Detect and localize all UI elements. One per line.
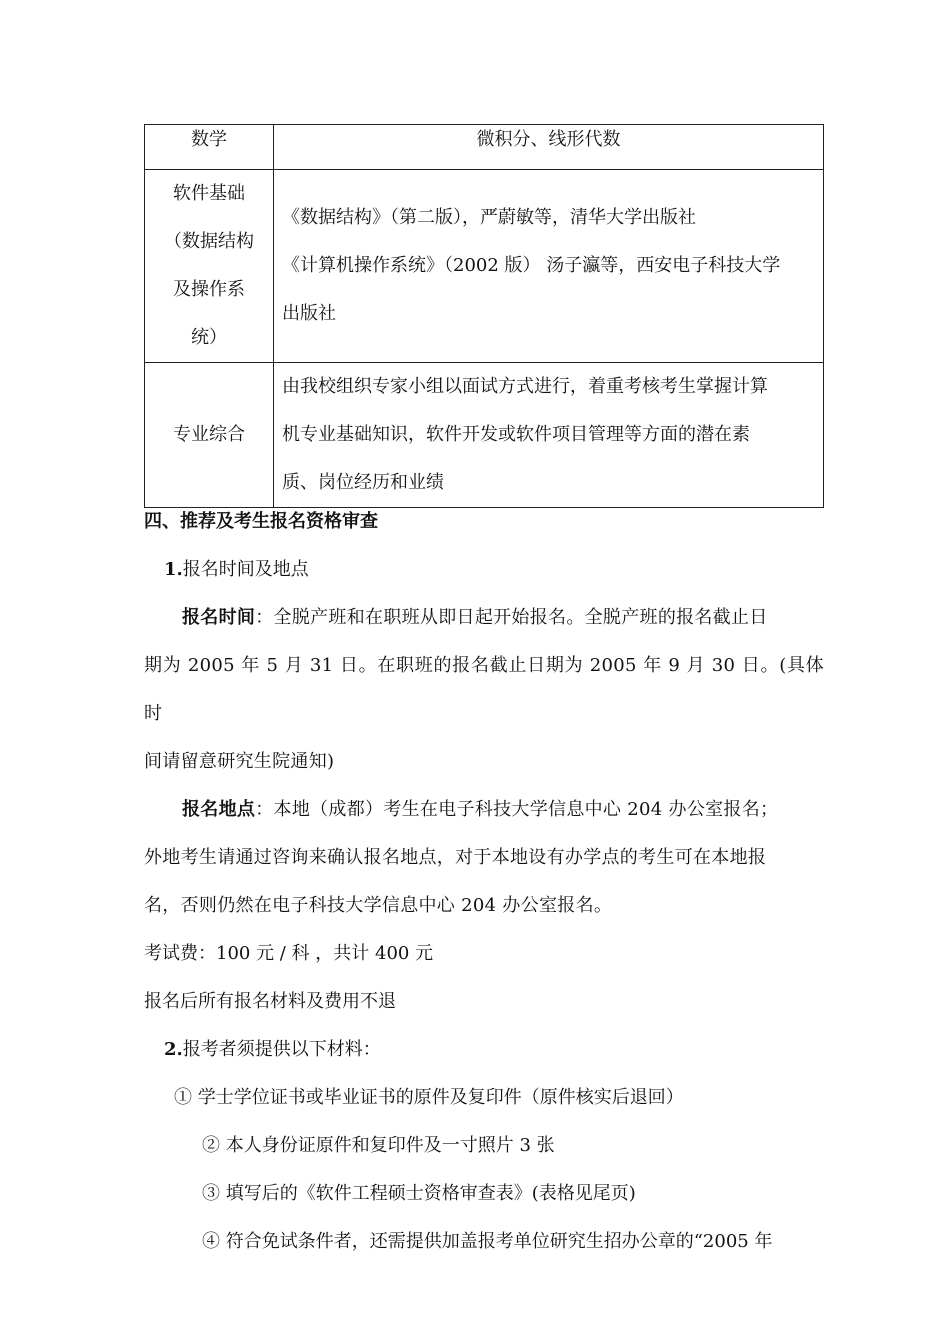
table-row xyxy=(145,170,824,363)
subject-name: 数学 xyxy=(191,129,227,150)
subject-line: 统） xyxy=(191,327,227,348)
subject-line: 软件基础 xyxy=(173,183,245,204)
no-refund-note: 报名后所有报名材料及费用不退 xyxy=(144,991,396,1012)
place-label: 报名地点 xyxy=(182,799,256,820)
list-item: ① 学士学位证书或毕业证书的原件及复印件（原件核实后退回） xyxy=(174,1087,684,1108)
content-line: 《数据结构》（第二版），严蔚敏等，清华大学出版社 xyxy=(282,207,696,228)
list-item: ④ 符合免试条件者，还需提供加盖报考单位研究生招办公章的“2005 年 xyxy=(202,1231,773,1252)
subsection-title: 报考者须提供以下材料： xyxy=(182,1039,381,1060)
content-cell xyxy=(274,363,824,508)
subsection-number: 1. xyxy=(164,559,183,580)
list-item: ② 本人身份证原件和复印件及一寸照片 3 张 xyxy=(202,1135,555,1156)
content-line: 微积分、线形代数 xyxy=(476,129,621,150)
subject-cell xyxy=(145,363,274,508)
exam-fee: 考试费：100 元 / 科 ，共计 400 元 xyxy=(144,943,434,964)
subject-name: 专业综合 xyxy=(173,424,245,445)
content-line: 机专业基础知识，软件开发或软件项目管理等方面的潜在素 xyxy=(282,424,750,445)
paragraph-line: 期为 2005 年 5 月 31 日。在职班的报名截止日期为 2005 年 9 月 30 日。(具体时 xyxy=(144,655,824,724)
content-line: 出版社 xyxy=(282,303,336,324)
section-heading: 四、推荐及考生报名资格审查 xyxy=(144,511,378,532)
subsection-title: 报名时间及地点 xyxy=(182,559,309,580)
label-colon: ： xyxy=(255,607,274,628)
paragraph-text: 全脱产班和在职班从即日起开始报名。全脱产班的报名截止日 xyxy=(273,607,768,628)
list-item: ③ 填写后的《软件工程硕士资格审查表》(表格见尾页) xyxy=(202,1183,636,1204)
label-colon: ： xyxy=(255,799,274,820)
table-row xyxy=(145,363,824,508)
registration-time-paragraph xyxy=(144,594,824,786)
paragraph-text: 本地（成都）考生在电子科技大学信息中心 204 办公室报名； xyxy=(273,799,779,820)
subject-line: （数据结构 xyxy=(164,231,254,252)
content-line: 《计算机操作系统》（2002 版） 汤子瀛等，西安电子科技大学 xyxy=(282,255,781,276)
paragraph-line: 间请留意研究生院通知) xyxy=(144,751,335,772)
subject-line: 及操作系 xyxy=(173,279,245,300)
content-cell xyxy=(274,125,824,170)
content-line: 由我校组织专家小组以面试方式进行，着重考核考生掌握计算 xyxy=(282,376,768,397)
subject-cell xyxy=(145,170,274,363)
subsection-heading xyxy=(144,1026,824,1074)
content-cell xyxy=(274,170,824,363)
paragraph-line: 外地考生请通过咨询来确认报名地点，对于本地设有办学点的考生可在本地报 xyxy=(144,847,767,868)
section-body xyxy=(144,504,824,1266)
subsection-number: 2. xyxy=(164,1039,183,1060)
subject-cell xyxy=(145,125,274,170)
registration-place-paragraph xyxy=(144,786,824,930)
time-label: 报名时间 xyxy=(182,607,256,628)
exam-subjects-table xyxy=(144,124,824,508)
content-line: 质、岗位经历和业绩 xyxy=(282,472,444,493)
paragraph-line xyxy=(144,594,824,642)
table-row xyxy=(145,125,824,170)
paragraph-line xyxy=(144,786,824,834)
paragraph-line: 名，否则仍然在电子科技大学信息中心 204 办公室报名。 xyxy=(144,895,613,916)
subsection-heading xyxy=(144,546,824,594)
